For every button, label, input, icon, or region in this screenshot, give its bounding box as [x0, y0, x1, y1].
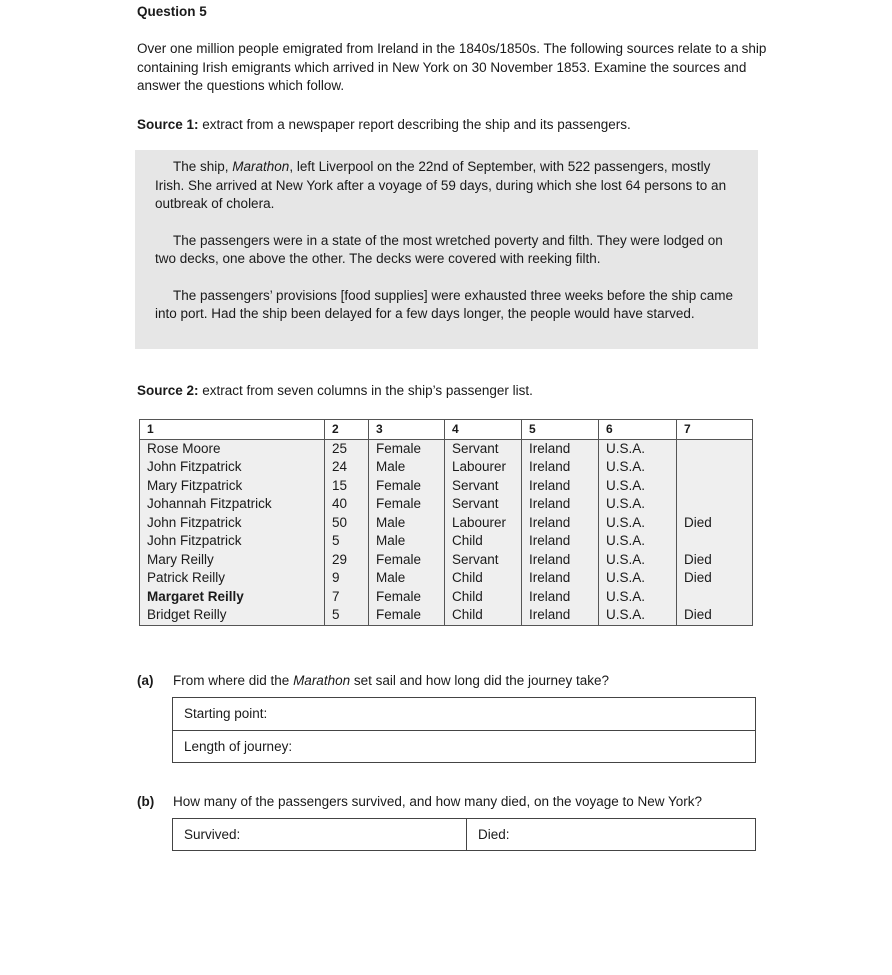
table-cell: Ireland	[522, 495, 599, 514]
table-cell	[677, 439, 753, 458]
table-row	[140, 477, 753, 496]
table-row	[140, 439, 753, 458]
table-header-cell: 3	[369, 420, 445, 440]
table-cell: 40	[325, 495, 369, 514]
table-cell: Died	[677, 606, 753, 625]
table-cell: Died	[677, 551, 753, 570]
table-row	[140, 458, 753, 477]
table-cell: Child	[445, 532, 522, 551]
table-cell	[677, 477, 753, 496]
answer-box-b[interactable]	[172, 818, 756, 851]
intro-paragraph: Over one million people emigrated from Ireland in the 1840s/1850s. The following sources relate to a ship containing Irish emigrants which arrived in New York on 30 November 1853. Examine the sources and answer the questions which follow.	[137, 41, 767, 93]
table-cell: Mary Reilly	[140, 551, 325, 570]
table-cell: 50	[325, 514, 369, 533]
table-cell: Servant	[445, 551, 522, 570]
table-cell: Female	[369, 551, 445, 570]
table-cell: Male	[369, 532, 445, 551]
table-cell: U.S.A.	[599, 477, 677, 496]
source2-label-text: extract from seven columns in the ship’s passenger list.	[198, 383, 533, 398]
source1-label-text: extract from a newspaper report describing the ship and its passengers.	[198, 117, 631, 132]
question-title: Question 5	[137, 4, 207, 19]
table-cell: Male	[369, 458, 445, 477]
table-header-cell: 1	[140, 420, 325, 440]
table-header-cell: 2	[325, 420, 369, 440]
table-cell: Ireland	[522, 569, 599, 588]
table-cell: Child	[445, 588, 522, 607]
table-cell: U.S.A.	[599, 514, 677, 533]
table-cell: John Fitzpatrick	[140, 458, 325, 477]
question-a-label: (a)	[137, 673, 154, 688]
table-cell: Servant	[445, 495, 522, 514]
answer-box-a[interactable]	[172, 697, 756, 763]
table-cell: Labourer	[445, 458, 522, 477]
table-cell: John Fitzpatrick	[140, 514, 325, 533]
table-row	[140, 532, 753, 551]
source1-label-bold: Source 1:	[137, 117, 199, 132]
source1-paragraph-1	[155, 158, 738, 214]
table-cell: Female	[369, 477, 445, 496]
question-a-ship-name: Marathon	[293, 673, 351, 688]
table-cell: Ireland	[522, 606, 599, 625]
table-cell: Child	[445, 606, 522, 625]
table-cell: U.S.A.	[599, 532, 677, 551]
table-cell: Child	[445, 569, 522, 588]
table-cell: Died	[677, 569, 753, 588]
starting-point-field[interactable]: Starting point:	[184, 706, 268, 721]
length-of-journey-field[interactable]: Length of journey:	[173, 730, 755, 763]
table-cell: Ireland	[522, 514, 599, 533]
table-cell: U.S.A.	[599, 569, 677, 588]
table-row	[140, 551, 753, 570]
source1-paragraph-3: The passengers’ provisions [food supplies] were exhausted three weeks before the ship came into port. Had the ship been delayed for a few days longer, the people would have starved.	[155, 287, 734, 321]
table-cell: Margaret Reilly	[140, 588, 325, 607]
table-cell: Ireland	[522, 551, 599, 570]
table-cell: 5	[325, 532, 369, 551]
table-cell: Servant	[445, 477, 522, 496]
table-cell: U.S.A.	[599, 588, 677, 607]
source1-p1-after: , left Liverpool on the 22nd of September, with 522 passengers, mostly Irish. She arrived at New York after a voyage of 59 days, during which she lost 64 persons to an outbreak of cholera.	[155, 159, 727, 211]
table-cell: Ireland	[522, 588, 599, 607]
table-cell: Died	[677, 514, 753, 533]
table-cell: Male	[369, 569, 445, 588]
table-cell: Labourer	[445, 514, 522, 533]
table-header-cell: 5	[522, 420, 599, 440]
survived-field[interactable]: Survived:	[173, 819, 467, 850]
question-b	[137, 794, 702, 809]
table-cell: 25	[325, 439, 369, 458]
source2-label	[137, 383, 533, 398]
table-cell: Johannah Fitzpatrick	[140, 495, 325, 514]
table-cell: Male	[369, 514, 445, 533]
table-cell: Female	[369, 606, 445, 625]
table-cell: Mary Fitzpatrick	[140, 477, 325, 496]
table-cell: Ireland	[522, 439, 599, 458]
passenger-list-table	[139, 419, 753, 626]
table-cell: Ireland	[522, 477, 599, 496]
question-a	[137, 673, 609, 688]
table-cell: U.S.A.	[599, 606, 677, 625]
table-cell: John Fitzpatrick	[140, 532, 325, 551]
table-row	[140, 588, 753, 607]
question-a-text-before: From where did the	[173, 673, 294, 688]
table-cell: Bridget Reilly	[140, 606, 325, 625]
table-header-cell: 6	[599, 420, 677, 440]
table-cell	[677, 458, 753, 477]
table-cell: 15	[325, 477, 369, 496]
source1-ship-name: Marathon	[232, 159, 290, 174]
table-cell: 7	[325, 588, 369, 607]
table-cell: U.S.A.	[599, 439, 677, 458]
table-header-row	[140, 420, 753, 440]
source2-label-bold: Source 2:	[137, 383, 199, 398]
table-row	[140, 606, 753, 625]
died-field[interactable]: Died:	[478, 827, 510, 842]
table-row	[140, 514, 753, 533]
table-cell: Ireland	[522, 532, 599, 551]
source1-label	[137, 117, 631, 132]
table-cell: U.S.A.	[599, 551, 677, 570]
table-cell	[677, 532, 753, 551]
table-cell: Female	[369, 495, 445, 514]
source1-paragraph-2: The passengers were in a state of the most wretched poverty and filth. They were lodged on two decks, one above the other. The decks were covered with reeking filth.	[155, 232, 723, 266]
question-b-label: (b)	[137, 794, 155, 809]
table-row	[140, 569, 753, 588]
source1-p1-before: The ship,	[173, 159, 233, 174]
source1-quote-box	[135, 150, 758, 349]
table-row	[140, 495, 753, 514]
table-cell: Female	[369, 439, 445, 458]
table-header-cell: 4	[445, 420, 522, 440]
table-cell: 29	[325, 551, 369, 570]
table-header-cell: 7	[677, 420, 753, 440]
table-cell: Patrick Reilly	[140, 569, 325, 588]
question-b-text: How many of the passengers survived, and how many died, on the voyage to New York?	[173, 794, 703, 809]
table-cell: U.S.A.	[599, 458, 677, 477]
table-cell	[677, 495, 753, 514]
table-cell: 9	[325, 569, 369, 588]
table-cell: 5	[325, 606, 369, 625]
table-cell: Female	[369, 588, 445, 607]
table-cell	[677, 588, 753, 607]
question-a-text-after: set sail and how long did the journey take?	[350, 673, 610, 688]
table-cell: Ireland	[522, 458, 599, 477]
table-cell: Rose Moore	[140, 439, 325, 458]
table-cell: U.S.A.	[599, 495, 677, 514]
table-cell: 24	[325, 458, 369, 477]
table-cell: Servant	[445, 439, 522, 458]
